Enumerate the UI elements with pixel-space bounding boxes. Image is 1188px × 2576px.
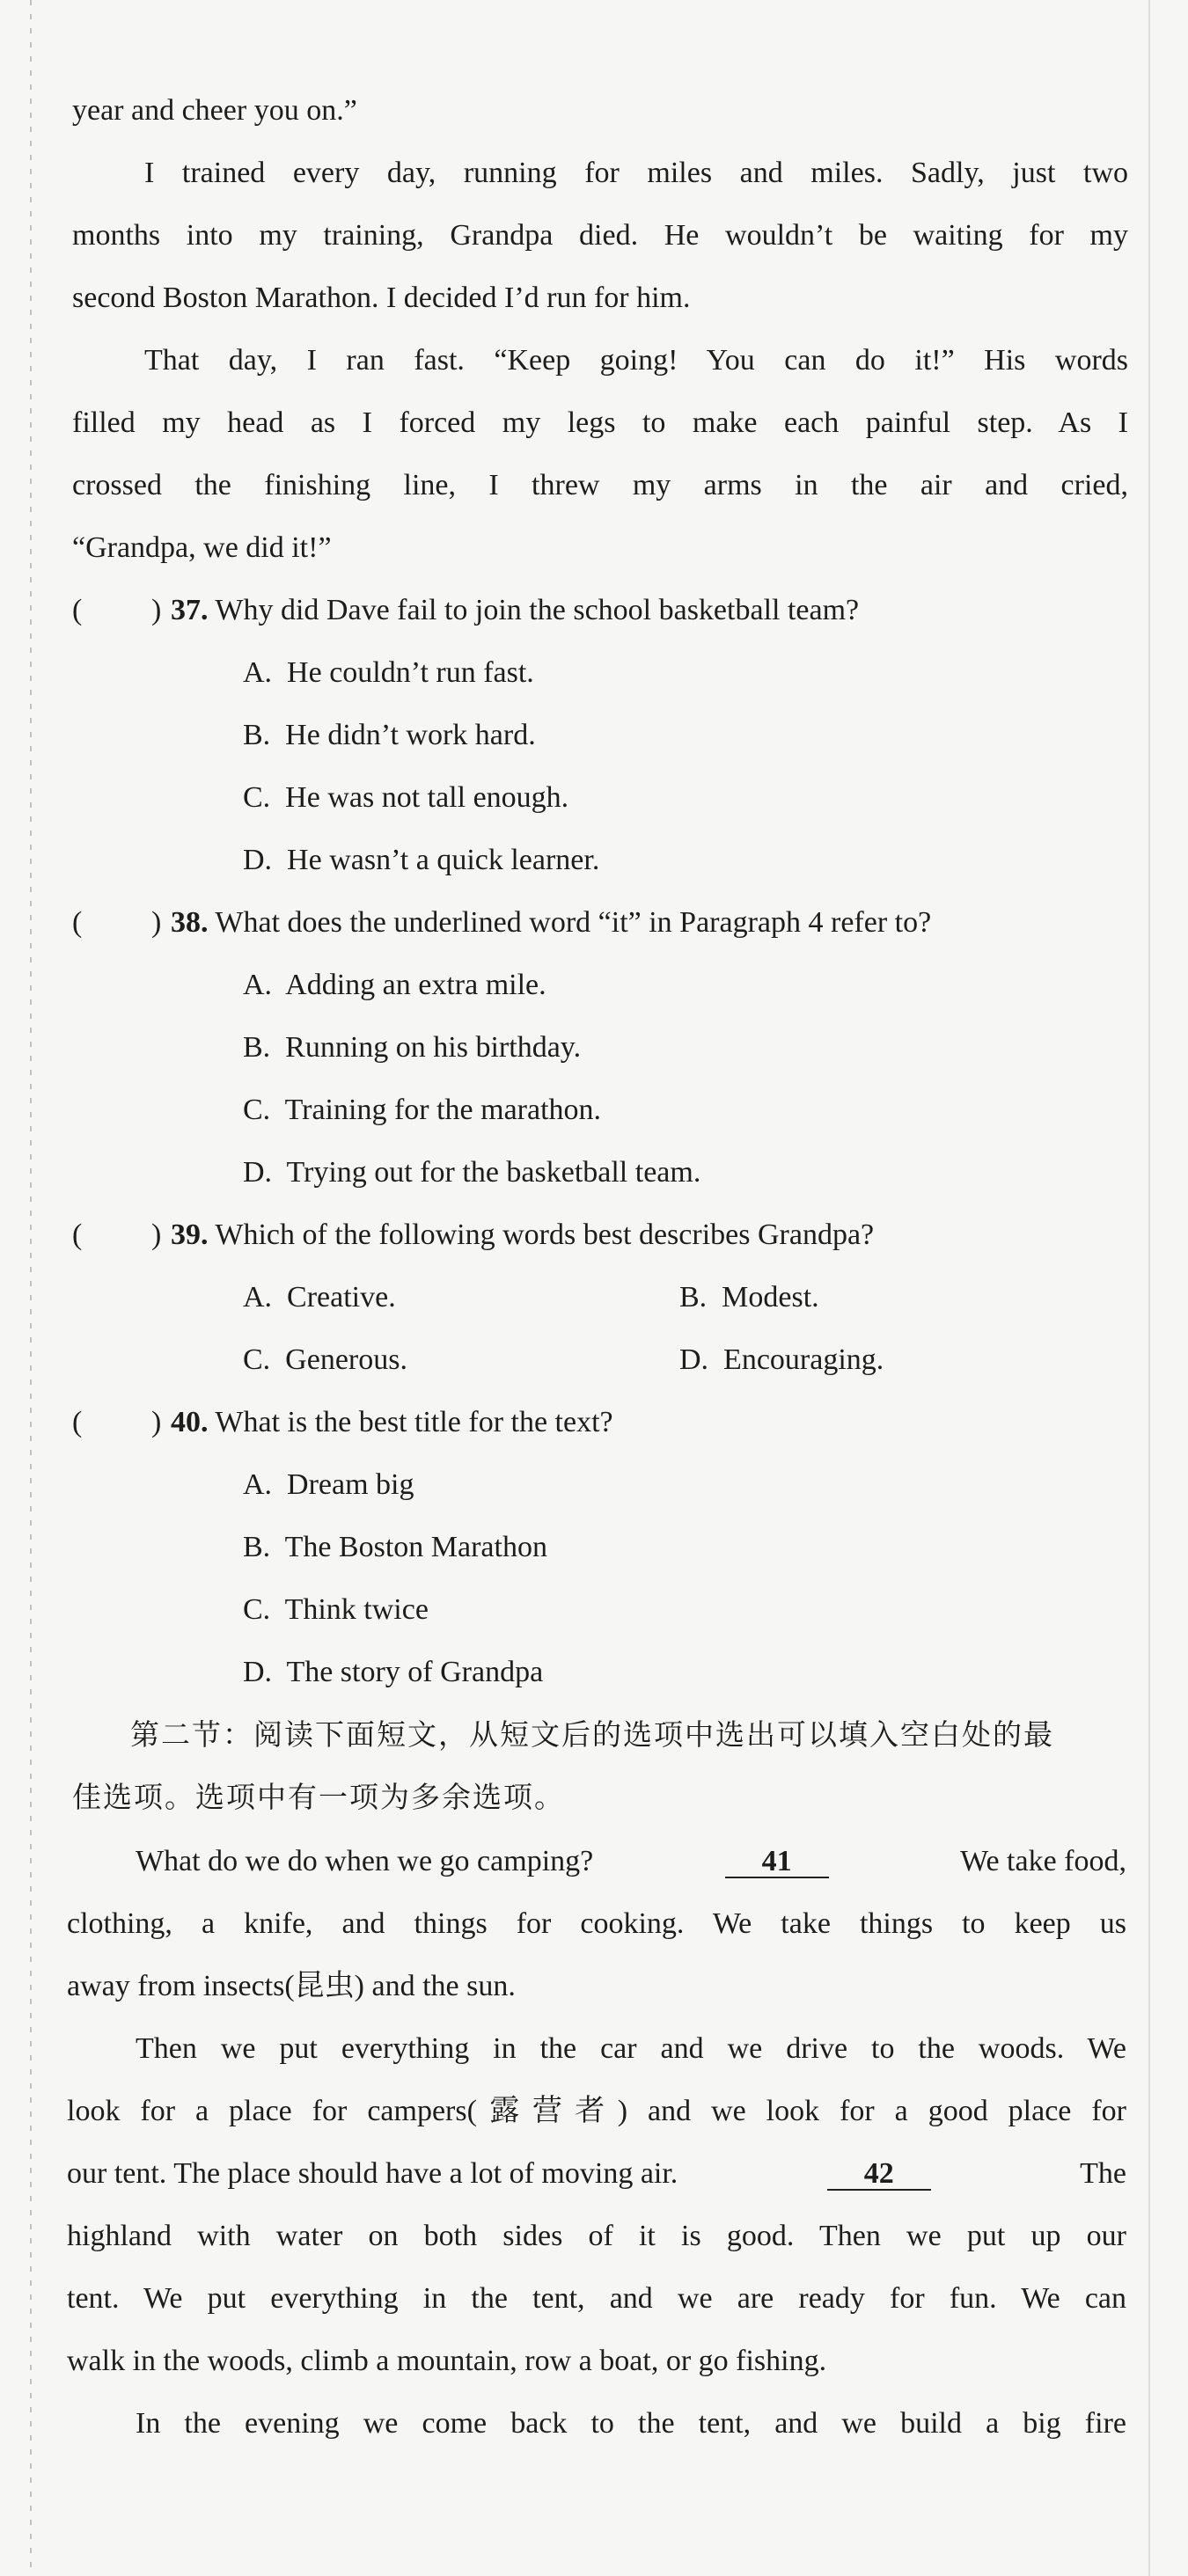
question-text: What does the underlined word “it” in Paragraph 4 refer to?	[215, 906, 932, 939]
question-number: 39.	[171, 1218, 209, 1251]
passage1-line-6: filled my head as I forced my legs to make each painful step. As I	[72, 406, 1128, 439]
paren-open: (	[72, 906, 83, 939]
q39-option-d[interactable]: D. Encouraging.	[679, 1343, 884, 1376]
answer-paren-38[interactable]	[72, 905, 162, 940]
passage1-line-3: months into my training, Grandpa died. He wouldn’t be waiting for my	[72, 219, 1128, 252]
paren-close: )	[151, 1406, 162, 1438]
question-40	[171, 1405, 613, 1440]
q38-option-a[interactable]: A. Adding an extra mile.	[243, 969, 546, 1001]
answer-paren-40[interactable]	[72, 1405, 162, 1440]
passage1-line-4: second Boston Marathon. I decided I’d run for him.	[72, 282, 691, 314]
q37-option-c[interactable]: C. He was not tall enough.	[243, 781, 569, 814]
paren-open: (	[72, 1218, 83, 1251]
passage2-line-10: In the evening we come back to the tent, and we build a big fire	[136, 2407, 1126, 2440]
q40-option-c[interactable]: C. Think twice	[243, 1593, 429, 1626]
passage2-text: We take food,	[960, 1845, 1126, 1877]
question-number: 37.	[171, 594, 209, 626]
passage1-line-7: crossed the finishing line, I threw my arms in the air and cried,	[72, 469, 1128, 501]
section2-instruction-line-1: 第二节：阅读下面短文，从短文后的选项中选出可以填入空白处的最	[130, 1717, 1054, 1752]
passage2-line-1	[136, 1844, 1126, 1879]
paren-close: )	[151, 1218, 162, 1251]
passage2-line-7: highland with water on both sides of it is good. Then we put up our	[67, 2220, 1126, 2252]
question-text: Why did Dave fail to join the school basketball team?	[215, 594, 860, 626]
answer-paren-39[interactable]	[72, 1218, 162, 1253]
question-text: Which of the following words best describes Grandpa?	[215, 1218, 875, 1251]
passage2-line-8: tent. We put everything in the tent, and we are ready for fun. We can	[67, 2282, 1126, 2315]
question-38	[171, 905, 931, 940]
question-37	[171, 593, 859, 628]
q40-option-d[interactable]: D. The story of Grandpa	[243, 1656, 544, 1688]
passage1-line-1: year and cheer you on.”	[72, 94, 357, 127]
passage2-line-3: away from insects(昆虫) and the sun.	[67, 1970, 516, 2002]
passage2-text: our tent. The place should have a lot of moving air.	[67, 2157, 678, 2190]
question-text: What is the best title for the text?	[215, 1406, 613, 1438]
q39-option-b[interactable]: B. Modest.	[679, 1281, 819, 1314]
paren-close: )	[151, 594, 162, 626]
blank-41[interactable]: 41	[725, 1847, 829, 1878]
q38-option-b[interactable]: B. Running on his birthday.	[243, 1031, 582, 1064]
question-number: 40.	[171, 1406, 209, 1438]
q39-option-c[interactable]: C. Generous.	[243, 1343, 407, 1376]
section2-instruction-line-2: 佳选项。选项中有一项为多余选项。	[72, 1780, 565, 1814]
passage2-text: What do we do when we go camping?	[136, 1845, 594, 1877]
q37-option-b[interactable]: B. He didn’t work hard.	[243, 719, 536, 751]
passage1-line-5: That day, I ran fast. “Keep going! You can do it!” His words	[144, 344, 1128, 377]
blank-42[interactable]: 42	[827, 2159, 931, 2191]
passage2-text: The	[1080, 2157, 1126, 2190]
passage2-line-4: Then we put everything in the car and we drive to the woods. We	[136, 2032, 1126, 2065]
passage1-line-2: I trained every day, running for miles and miles. Sadly, just two	[144, 157, 1128, 189]
paren-close: )	[151, 906, 162, 939]
q40-option-a[interactable]: A. Dream big	[243, 1468, 414, 1501]
question-number: 38.	[171, 906, 209, 939]
passage2-line-6	[67, 2156, 1126, 2192]
q37-option-a[interactable]: A. He couldn’t run fast.	[243, 656, 534, 689]
q39-option-a[interactable]: A. Creative.	[243, 1281, 396, 1314]
q40-option-b[interactable]: B. The Boston Marathon	[243, 1531, 547, 1563]
passage2-line-9: walk in the woods, climb a mountain, row a boat, or go fishing.	[67, 2345, 827, 2377]
paren-open: (	[72, 1406, 83, 1438]
passage1-line-8: “Grandpa, we did it!”	[72, 531, 332, 564]
answer-paren-37[interactable]	[72, 593, 162, 628]
q38-option-c[interactable]: C. Training for the marathon.	[243, 1094, 602, 1126]
paren-open: (	[72, 594, 83, 626]
q37-option-d[interactable]: D. He wasn’t a quick learner.	[243, 844, 600, 876]
q38-option-d[interactable]: D. Trying out for the basketball team.	[243, 1156, 701, 1189]
left-margin-rule	[30, 0, 32, 2576]
passage2-line-2: clothing, a knife, and things for cooking. We take things to keep us	[67, 1907, 1126, 1940]
passage2-line-5: look for a place for campers(露营者) and we look for a good place for	[67, 2095, 1126, 2127]
question-39	[171, 1218, 874, 1253]
